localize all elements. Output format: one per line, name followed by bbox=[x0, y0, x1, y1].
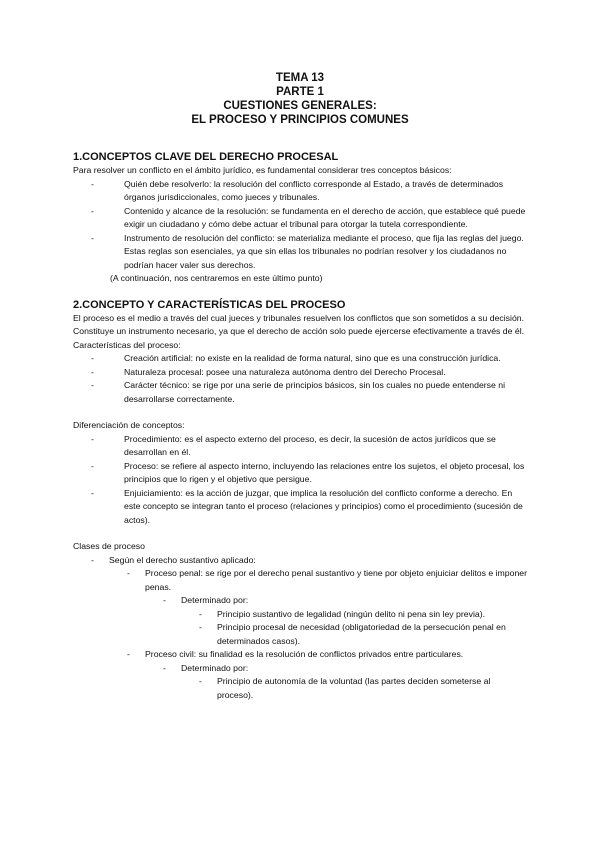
list-item: - Determinado por: bbox=[163, 662, 249, 673]
section2-intro: El proceso es el medio a través del cual jueces y tribunales resuelven los conflictos que son sometidos a su decisión. Constituye un instrumento necesario, ya que el derecho de acción solo puede ejercerse efectivamente a través de él. bbox=[73, 312, 525, 336]
document-body bbox=[73, 150, 528, 702]
list-item: - Contenido y alcance de la resolución: se fundamenta en el derecho de acción, que establece qué puede exigir un ciudadano y cómo debe actuar el tribunal para otorgar la tutela correspondiente. bbox=[91, 205, 526, 229]
list-item: - Principio procesal de necesidad (obligatoriedad de la persecución penal en determinados casos). bbox=[199, 622, 506, 646]
subtitle-2: EL PROCESO Y PRINCIPIOS COMUNES bbox=[191, 114, 409, 126]
list-item: - Procedimiento: es el aspecto externo del proceso, es decir, la sucesión de actos jurídicos que se desarrollan en él. bbox=[91, 433, 496, 457]
section2-heading: 2.CONCEPTO Y CARACTERÍSTICAS DEL PROCESO bbox=[73, 298, 346, 311]
differentiation-label: Diferenciación de conceptos: bbox=[73, 420, 185, 430]
classes-list bbox=[73, 554, 528, 703]
tema-title: TEMA 13 bbox=[275, 72, 325, 84]
document-title-block bbox=[0, 71, 600, 127]
characteristics-label: Características del proceso: bbox=[73, 339, 181, 350]
list-item: - Principio de autonomía de la voluntad (las partes deciden someterse al proceso). bbox=[199, 676, 491, 700]
list-item: - Carácter técnico: se rige por una serie de principios básicos, sin los cuales no puede entenderse ni desarrollarse correctamente. bbox=[91, 380, 506, 404]
section1-list bbox=[73, 178, 528, 273]
list-item: - Determinado por: bbox=[163, 595, 249, 605]
list-item: - Instrumento de resolución del conflicto: se materializa mediante el proceso, que fija las reglas del juego. Estas reglas son esenciales, ya que sin ellas los tribunales no podrían resolver y los ciudadanos no podrían hacer valer sus derechos. bbox=[91, 232, 524, 270]
characteristics-list bbox=[73, 352, 528, 406]
parte-title: PARTE 1 bbox=[276, 86, 324, 98]
list-item: - Proceso penal: se rige por el derecho penal sustantivo y tiene por objeto enjuiciar delitos e imponer penas. bbox=[127, 568, 527, 592]
classes-label: Clases de proceso bbox=[73, 541, 145, 551]
list-item: - Creación artificial: no existe en la realidad de forma natural, sino que es una construcción jurídica. bbox=[91, 353, 501, 363]
list-item: - Proceso civil: su finalidad es la resolución de conflictos privados entre particulares. bbox=[127, 649, 464, 659]
section1-note: (A continuación, nos centraremos en este último punto) bbox=[110, 273, 323, 283]
list-item: - Enjuiciamiento: es la acción de juzgar, que implica la resolución del conflicto conforme a derecho. En este concepto se integran tanto el proceso (relaciones y principios) como el procedimiento (sucesión de actos). bbox=[91, 487, 523, 525]
subtitle: CUESTIONES GENERALES: bbox=[223, 100, 377, 112]
section1-intro: Para resolver un conflicto en el ámbito jurídico, es fundamental considerar tres conceptos básicos: bbox=[73, 165, 452, 175]
list-item: - Principio sustantivo de legalidad (ningún delito ni pena sin ley previa). bbox=[199, 608, 486, 619]
section1-heading: 1.CONCEPTOS CLAVE DEL DERECHO PROCESAL bbox=[73, 151, 339, 163]
list-item: - Proceso: se refiere al aspecto interno, incluyendo las relaciones entre los sujetos, el objeto procesal, los principios que lo rigen y el objetivo que persigue. bbox=[91, 460, 525, 484]
list-item: - Quién debe resolverlo: la resolución del conflicto corresponde al Estado, a través de determinados órganos jurisdiccionales, como jueces y tribunales. bbox=[91, 178, 504, 202]
differentiation-list bbox=[73, 433, 528, 528]
list-item: - Según el derecho sustantivo aplicado: bbox=[91, 554, 256, 565]
list-item: - Naturaleza procesal: posee una naturaleza autónoma dentro del Derecho Procesal. bbox=[91, 366, 446, 377]
